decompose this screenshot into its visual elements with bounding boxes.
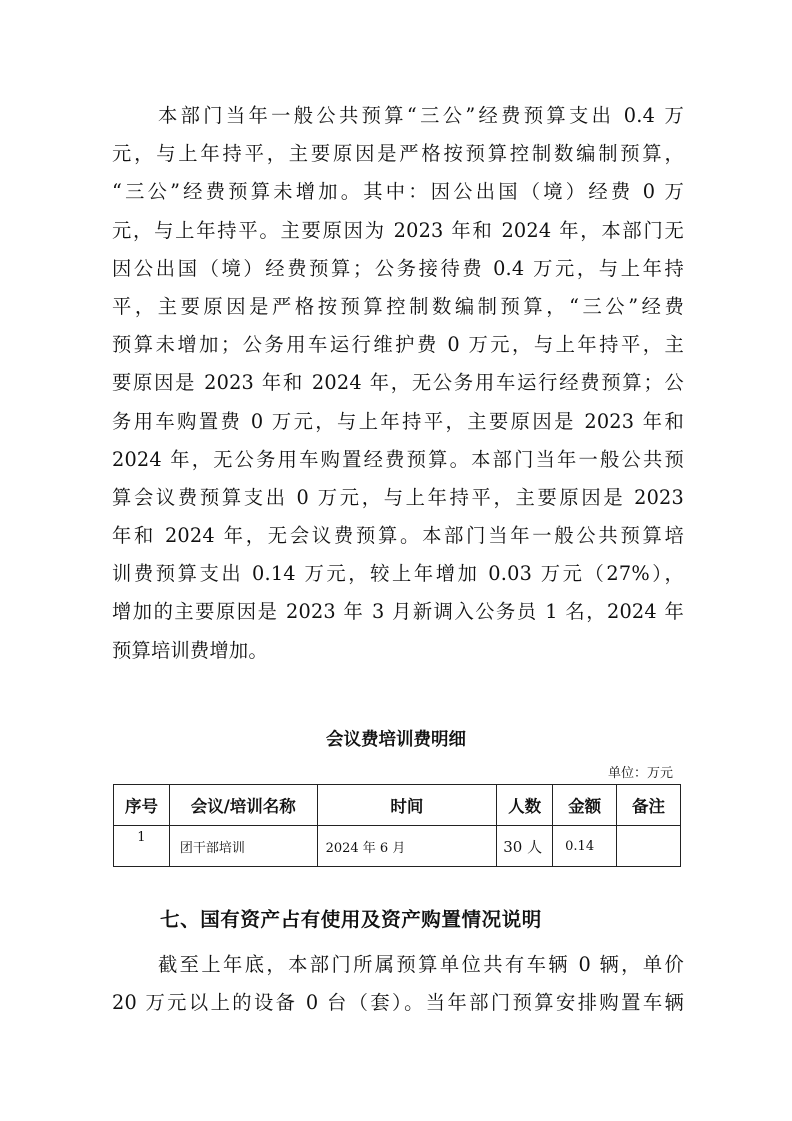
text-line: “三公”经费预算未增加。其中：因公出国（境）经费 0 万 — [112, 180, 684, 204]
text-line: 年和 2024 年，无会议费预算。本部门当年一般公共预算培 — [112, 524, 684, 548]
text-line: 元，与上年持平。主要原因为 2023 年和 2024 年，本部门无 — [112, 218, 684, 242]
cell-time: 2024 年 6 月 — [317, 826, 497, 867]
cell-name: 团干部培训 — [169, 826, 317, 867]
header-index: 序号 — [114, 785, 170, 826]
text-line: 预算培训费增加。 — [112, 638, 268, 662]
cell-index: 1 — [114, 826, 170, 867]
cell-headcount: 30 人 — [497, 826, 553, 867]
header-headcount: 人数 — [497, 785, 553, 826]
text-line: 元，与上年持平，主要原因是严格按预算控制数编制预算， — [112, 142, 684, 166]
text-line: 2024 年，无公务用车购置经费预算。本部门当年一般公共预 — [112, 447, 684, 471]
text-line: 因公出国（境）经费预算；公务接待费 0.4 万元，与上年持 — [112, 256, 684, 280]
text-line: 本部门当年一般公共预算“三公”经费预算支出 0.4 万 — [158, 104, 684, 127]
header-time: 时间 — [317, 785, 497, 826]
text-line: 增加的主要原因是 2023 年 3 月新调入公务员 1 名，2024 年 — [112, 600, 684, 624]
text-line: 要原因是 2023 年和 2024 年，无公务用车运行经费预算；公 — [112, 371, 684, 395]
unit-label: 单位：万元 — [607, 766, 673, 781]
meeting-training-table — [113, 784, 681, 867]
paragraph-assets — [112, 946, 684, 1022]
header-name: 会议/培训名称 — [169, 785, 317, 826]
table-caption: 会议费培训费明细 — [326, 730, 466, 750]
text-line: 20 万元以上的设备 0 台（套）。当年部门预算安排购置车辆 — [112, 991, 684, 1015]
text-line: 预算未增加；公务用车运行维护费 0 万元，与上年持平，主 — [112, 333, 684, 357]
cell-remarks — [617, 826, 681, 867]
text-line: 平，主要原因是严格按预算控制数编制预算，“三公”经费 — [112, 294, 684, 318]
table-row — [114, 826, 681, 867]
header-amount: 金额 — [553, 785, 617, 826]
paragraph-three-public-expenses — [112, 97, 684, 670]
section-heading: 七、国有资产占有使用及资产购置情况说明 — [160, 908, 542, 931]
header-remarks: 备注 — [617, 785, 681, 826]
table-header-row — [114, 785, 681, 826]
text-line: 务用车购置费 0 万元，与上年持平，主要原因是 2023 年和 — [112, 409, 684, 433]
text-line: 算会议费预算支出 0 万元，与上年持平，主要原因是 2023 — [112, 485, 684, 509]
text-line: 截至上年底，本部门所属预算单位共有车辆 0 辆，单价 — [158, 953, 684, 976]
text-line: 训费预算支出 0.14 万元，较上年增加 0.03 万元（27%）， — [112, 562, 684, 586]
cell-amount: 0.14 — [553, 826, 617, 867]
